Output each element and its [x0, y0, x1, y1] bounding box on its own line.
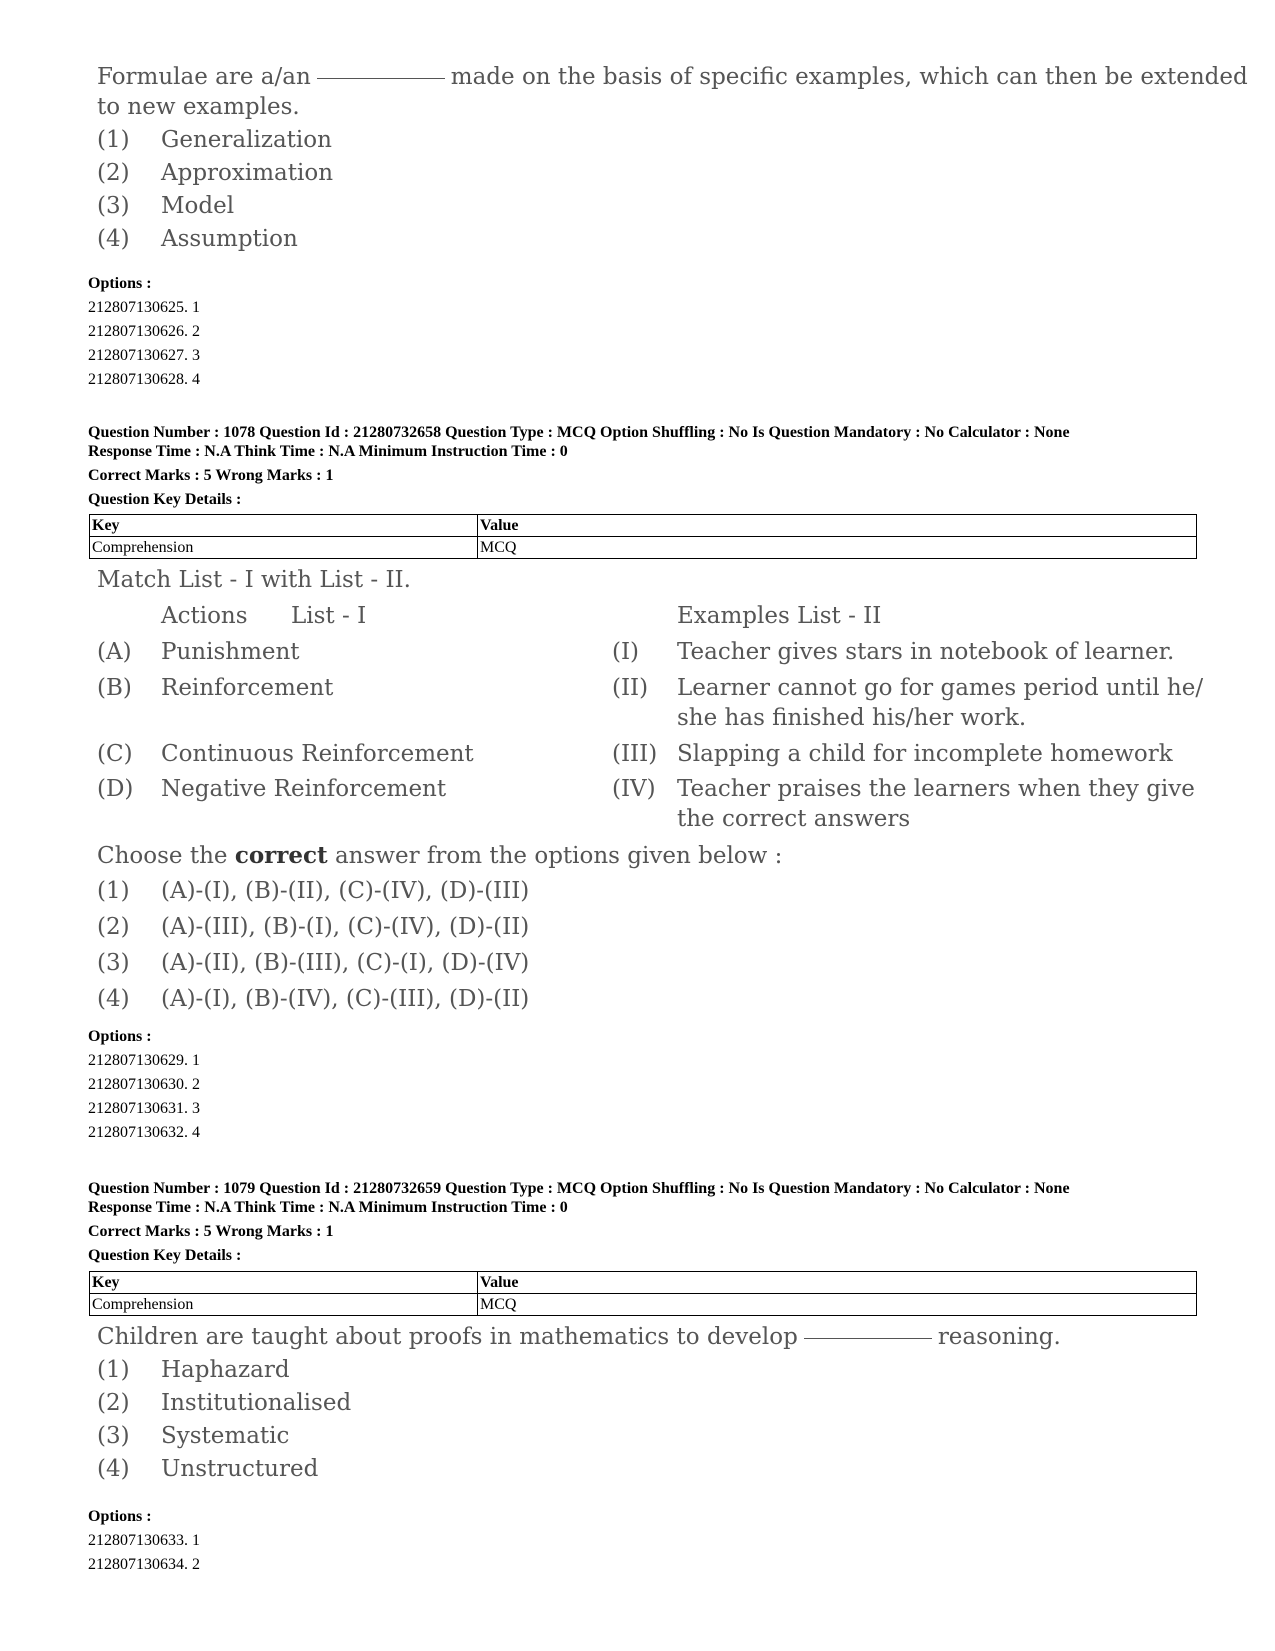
choice-number: (1)	[97, 1357, 130, 1383]
choice-text: Model	[161, 193, 235, 219]
choice-number: (2)	[97, 914, 130, 940]
choice-number: (3)	[97, 193, 130, 219]
q1077-stem-line1	[97, 64, 1248, 90]
list-item-label: (C)	[97, 741, 133, 767]
q1077-stem-part-b: made on the basis of specific examples, which can then be extended	[450, 64, 1248, 90]
q1079-marks: Correct Marks : 5 Wrong Marks : 1	[88, 1223, 334, 1240]
q1079-choice-3	[97, 1423, 289, 1449]
q1078-match-title: Match List - I with List - II.	[97, 567, 411, 593]
choice-text: (A)-(III), (B)-(I), (C)-(IV), (D)-(II)	[161, 914, 530, 940]
q1078-meta-line1: Question Number : 1078 Question Id : 21280732658 Question Type : MCQ Option Shuffling : No Is Question Mandatory : No Calculator : None	[88, 424, 1070, 441]
choice-text: (A)-(II), (B)-(III), (C)-(I), (D)-(IV)	[161, 950, 530, 976]
q1077-option-id-4: 212807130628. 4	[88, 371, 200, 388]
list1-item-d	[97, 776, 446, 802]
q1078-option-id-3: 212807130631. 3	[88, 1100, 200, 1117]
value-cell: MCQ	[478, 1294, 1197, 1316]
list2-text-i: Teacher gives stars in notebook of learner.	[677, 639, 1175, 665]
list1-item-c	[97, 741, 474, 767]
list-item-text: Negative Reinforcement	[161, 776, 447, 802]
q1077-options-label: Options :	[88, 275, 152, 292]
q1077-stem-line2: to new examples.	[97, 94, 300, 120]
choice-text: Institutionalised	[161, 1390, 352, 1416]
q1077-choice-4	[97, 226, 298, 252]
list2-text-ii-line1: Learner cannot go for games period until he/	[677, 675, 1204, 701]
value-header: Value	[478, 515, 1197, 537]
list2-label-i: (I)	[612, 639, 640, 665]
q1078-option-id-1: 212807130629. 1	[88, 1052, 200, 1069]
q1077-choice-1	[97, 127, 332, 153]
choice-number: (3)	[97, 950, 130, 976]
q1077-option-id-3: 212807130627. 3	[88, 347, 200, 364]
choice-number: (1)	[97, 127, 130, 153]
list2-text-iv-line1: Teacher praises the learners when they give	[677, 776, 1195, 802]
q1078-choice-2	[97, 914, 529, 940]
q1078-marks: Correct Marks : 5 Wrong Marks : 1	[88, 467, 334, 484]
instruction-part-a: Choose the	[97, 843, 228, 869]
q1079-choice-4	[97, 1456, 318, 1482]
value-header: Value	[478, 1272, 1197, 1294]
list-item-label: (D)	[97, 776, 134, 802]
q1079-stem-part-b: reasoning.	[937, 1324, 1061, 1350]
list-item-label: (B)	[97, 675, 132, 701]
list1-header-actions: Actions	[161, 603, 248, 629]
q1077-option-id-1: 212807130625. 1	[88, 299, 200, 316]
choice-text: Systematic	[161, 1423, 290, 1449]
choice-text: Generalization	[161, 127, 332, 153]
key-header: Key	[90, 1272, 478, 1294]
q1078-options-label: Options :	[88, 1028, 152, 1045]
q1077-stem-part-a: Formulae are a/an	[97, 64, 311, 90]
q1078-key-table	[89, 514, 1197, 559]
q1079-choice-2	[97, 1390, 351, 1416]
list2-header: Examples List - II	[677, 603, 882, 629]
choice-number: (2)	[97, 160, 130, 186]
answer-blank	[804, 1337, 932, 1339]
q1079-meta-line2: Response Time : N.A Think Time : N.A Minimum Instruction Time : 0	[88, 1199, 568, 1216]
q1078-key-details-label: Question Key Details :	[88, 491, 242, 508]
choice-number: (4)	[97, 226, 130, 252]
list-item-label: (A)	[97, 639, 132, 665]
choice-number: (4)	[97, 986, 130, 1012]
key-cell: Comprehension	[90, 537, 478, 559]
q1079-option-id-2: 212807130634. 2	[88, 1556, 200, 1573]
choice-number: (3)	[97, 1423, 130, 1449]
q1078-option-id-2: 212807130630. 2	[88, 1076, 200, 1093]
q1077-choice-2	[97, 160, 333, 186]
list2-label-iv: (IV)	[612, 776, 656, 802]
instruction-part-b: answer from the options given below :	[334, 843, 783, 869]
list1-header-label: List - I	[291, 603, 367, 629]
q1079-stem-part-a: Children are taught about proofs in mathematics to develop	[97, 1324, 798, 1350]
key-header: Key	[90, 515, 478, 537]
q1077-choice-3	[97, 193, 234, 219]
q1078-meta-line2: Response Time : N.A Think Time : N.A Minimum Instruction Time : 0	[88, 443, 568, 460]
key-cell: Comprehension	[90, 1294, 478, 1316]
choice-number: (1)	[97, 878, 130, 904]
list2-label-iii: (III)	[612, 741, 658, 767]
choice-number: (4)	[97, 1456, 130, 1482]
q1078-choice-4	[97, 986, 529, 1012]
list-item-text: Punishment	[161, 639, 300, 665]
list2-text-iii: Slapping a child for incomplete homework	[677, 741, 1173, 767]
q1079-key-table	[89, 1271, 1197, 1316]
choice-text: Unstructured	[161, 1456, 319, 1482]
choice-text: (A)-(I), (B)-(IV), (C)-(III), (D)-(II)	[161, 986, 530, 1012]
q1078-option-id-4: 212807130632. 4	[88, 1124, 200, 1141]
list1-item-a	[97, 639, 300, 665]
q1079-meta-line1: Question Number : 1079 Question Id : 21280732659 Question Type : MCQ Option Shuffling : No Is Question Mandatory : No Calculator : None	[88, 1180, 1070, 1197]
choice-text: Haphazard	[161, 1357, 290, 1383]
choice-text: Approximation	[161, 160, 334, 186]
list2-text-iv-line2: the correct answers	[677, 806, 911, 832]
answer-blank	[317, 77, 445, 79]
q1077-option-id-2: 212807130626. 2	[88, 323, 200, 340]
q1079-stem	[97, 1324, 1061, 1350]
q1079-options-label: Options :	[88, 1508, 152, 1525]
list1-item-b	[97, 675, 333, 701]
value-cell: MCQ	[478, 537, 1197, 559]
q1079-choice-1	[97, 1357, 290, 1383]
instruction-emphasis: correct	[234, 842, 328, 869]
choice-text: Assumption	[161, 226, 298, 252]
list-item-text: Reinforcement	[161, 675, 334, 701]
choice-text: (A)-(I), (B)-(II), (C)-(IV), (D)-(III)	[161, 878, 530, 904]
q1078-choice-3	[97, 950, 529, 976]
q1078-instruction	[97, 842, 782, 869]
choice-number: (2)	[97, 1390, 130, 1416]
q1079-option-id-1: 212807130633. 1	[88, 1532, 200, 1549]
q1079-key-details-label: Question Key Details :	[88, 1247, 242, 1264]
q1078-choice-1	[97, 878, 529, 904]
list2-text-ii-line2: she has finished his/her work.	[677, 705, 1027, 731]
list2-label-ii: (II)	[612, 675, 649, 701]
list-item-text: Continuous Reinforcement	[161, 741, 474, 767]
